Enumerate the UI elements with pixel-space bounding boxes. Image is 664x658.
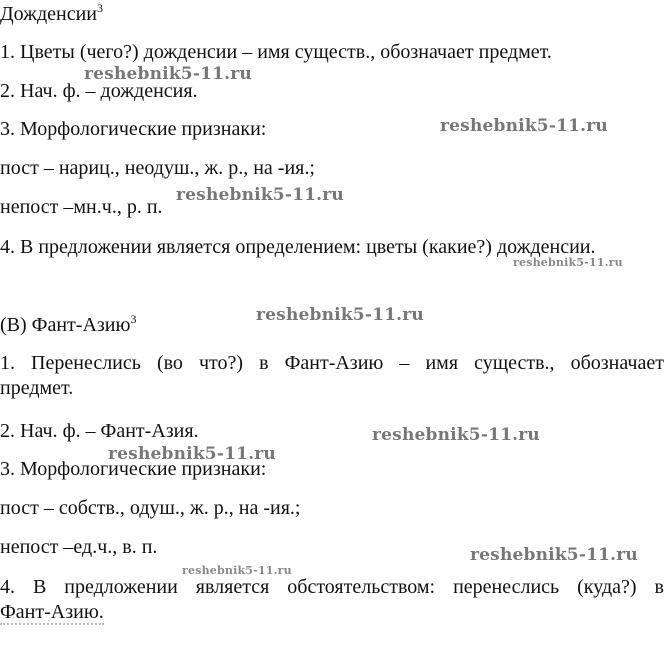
section1-line-6: 4. В предложении является определением: цветы (какие?) дожденсии. — [0, 236, 596, 258]
section1-line-2: 2. Нач. ф. – дожденсия. — [0, 80, 198, 102]
section2-title: (В) Фант-Азию$^3$ — [0, 312, 137, 336]
section1-line-1: 1. Цветы (чего?) дожденсии – имя существ., обозначает предмет. — [0, 41, 552, 63]
section2-line-5: непост –ед.ч., в. п. — [0, 536, 158, 558]
section2-line-1a: 1. Перенеслись (во что?) в Фант-Азию – имя существ., обозначает — [0, 352, 664, 374]
section2-line-6b: Фант-Азию. — [0, 601, 104, 623]
watermark: reshebnik5-11.ru — [84, 64, 252, 84]
watermark: reshebnik5-11.ru — [176, 185, 344, 205]
section1-line-3: 3. Морфологические признаки: — [0, 118, 267, 140]
section2-line-4: пост – собств., одуш., ж. р., на -ия.; — [0, 497, 301, 519]
watermark: reshebnik5-11.ru — [513, 256, 623, 269]
watermark: reshebnik5-11.ru — [108, 444, 276, 464]
section2-line-1b: предмет. — [0, 377, 74, 399]
watermark: reshebnik5-11.ru — [182, 564, 292, 577]
section1-title: Дожденсии$^3$ — [0, 1, 104, 25]
section1-line-4: пост – нариц., неодуш., ж. р., на -ия.; — [0, 157, 315, 179]
section2-line-3: 3. Морфологические признаки: — [0, 458, 267, 480]
section2-line-6a: 4. В предложении является обстоятельством: перенеслись (куда?) в — [0, 576, 664, 598]
section2-line-2: 2. Нач. ф. – Фант-Азия. — [0, 420, 199, 442]
watermark: reshebnik5-11.ru — [256, 305, 424, 325]
section1-line-5: непост –мн.ч., р. п. — [0, 196, 163, 218]
watermark: reshebnik5-11.ru — [440, 116, 608, 136]
watermark: reshebnik5-11.ru — [470, 545, 638, 565]
watermark: reshebnik5-11.ru — [372, 425, 540, 445]
